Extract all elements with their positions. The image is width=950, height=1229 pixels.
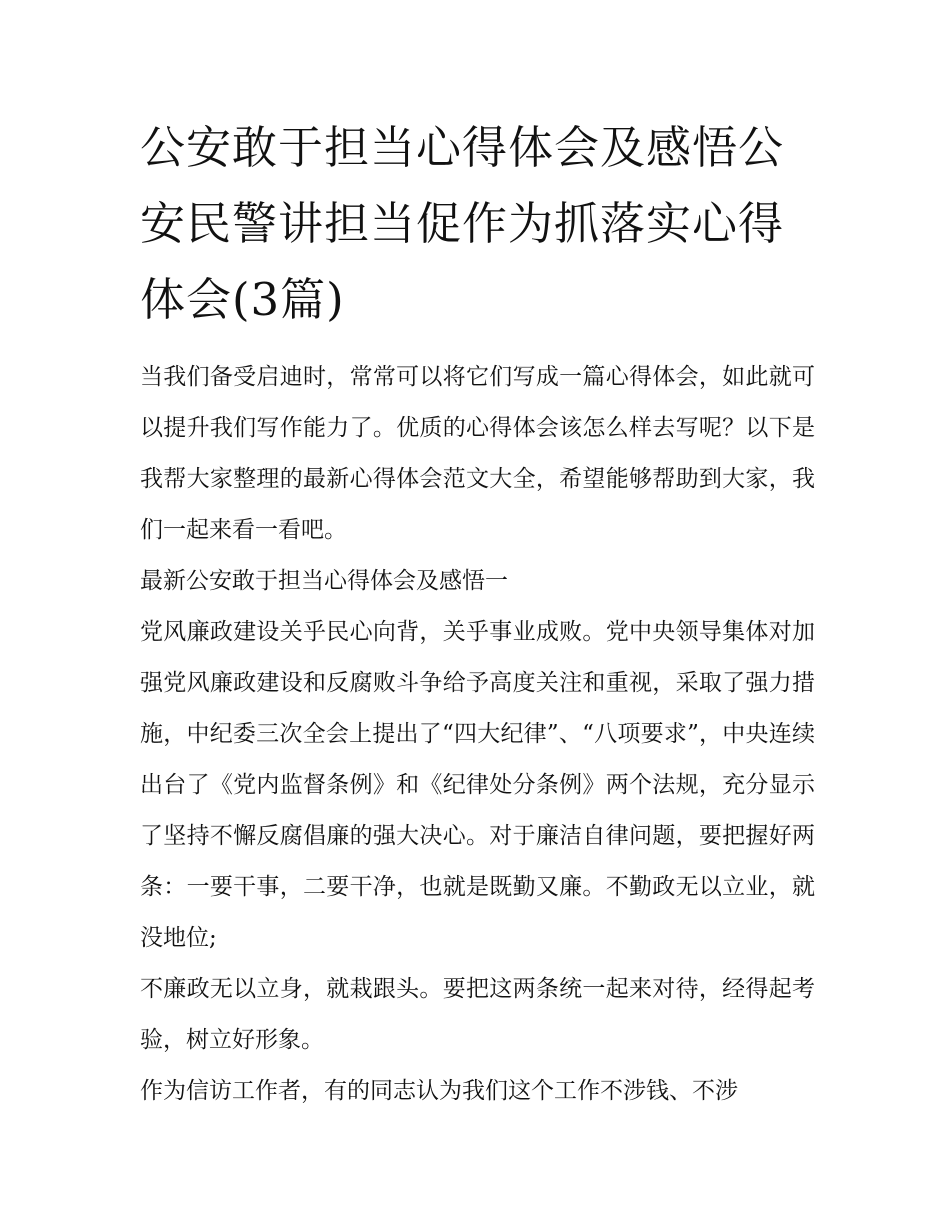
body-paragraph: 不廉政无以立身，就栽跟头。要把这两条统一起来对待，经得起考验，树立好形象。 — [140, 976, 815, 1053]
document-body — [140, 110, 815, 1117]
body-paragraph: 作为信访工作者，有的同志认为我们这个工作不涉钱、不涉 — [140, 1078, 738, 1104]
document-title: 公安敢于担当心得体会及感悟公安民警讲担当促作为抓落实心得体会(3篇) — [140, 121, 785, 326]
section-heading: 最新公安敢于担当心得体会及感悟一 — [140, 568, 508, 594]
body-paragraph: 党风廉政建设关乎民心向背，关乎事业成败。党中央领导集体对加强党风廉政建设和反腐败斗争给予高度关注和重视，采取了强力措施，中纪委三次全会上提出了“四大纪律”、“八项要求”，中央连续出台了《党内监督条例》和《纪律处分条例》两个法规，充分显示了坚持不懈反腐倡廉的强大决心。对于廉洁自律问题，要把握好两条：一要干事，二要干净，也就是既勤又廉。不勤政无以立业，就没地位; — [140, 619, 815, 951]
intro-paragraph: 当我们备受启迪时，常常可以将它们写成一篇心得体会，如此就可以提升我们写作能力了。优质的心得体会该怎么样去写呢？以下是我帮大家整理的最新心得体会范文大全，希望能够帮助到大家，我们一起来看一看吧。 — [140, 364, 815, 543]
